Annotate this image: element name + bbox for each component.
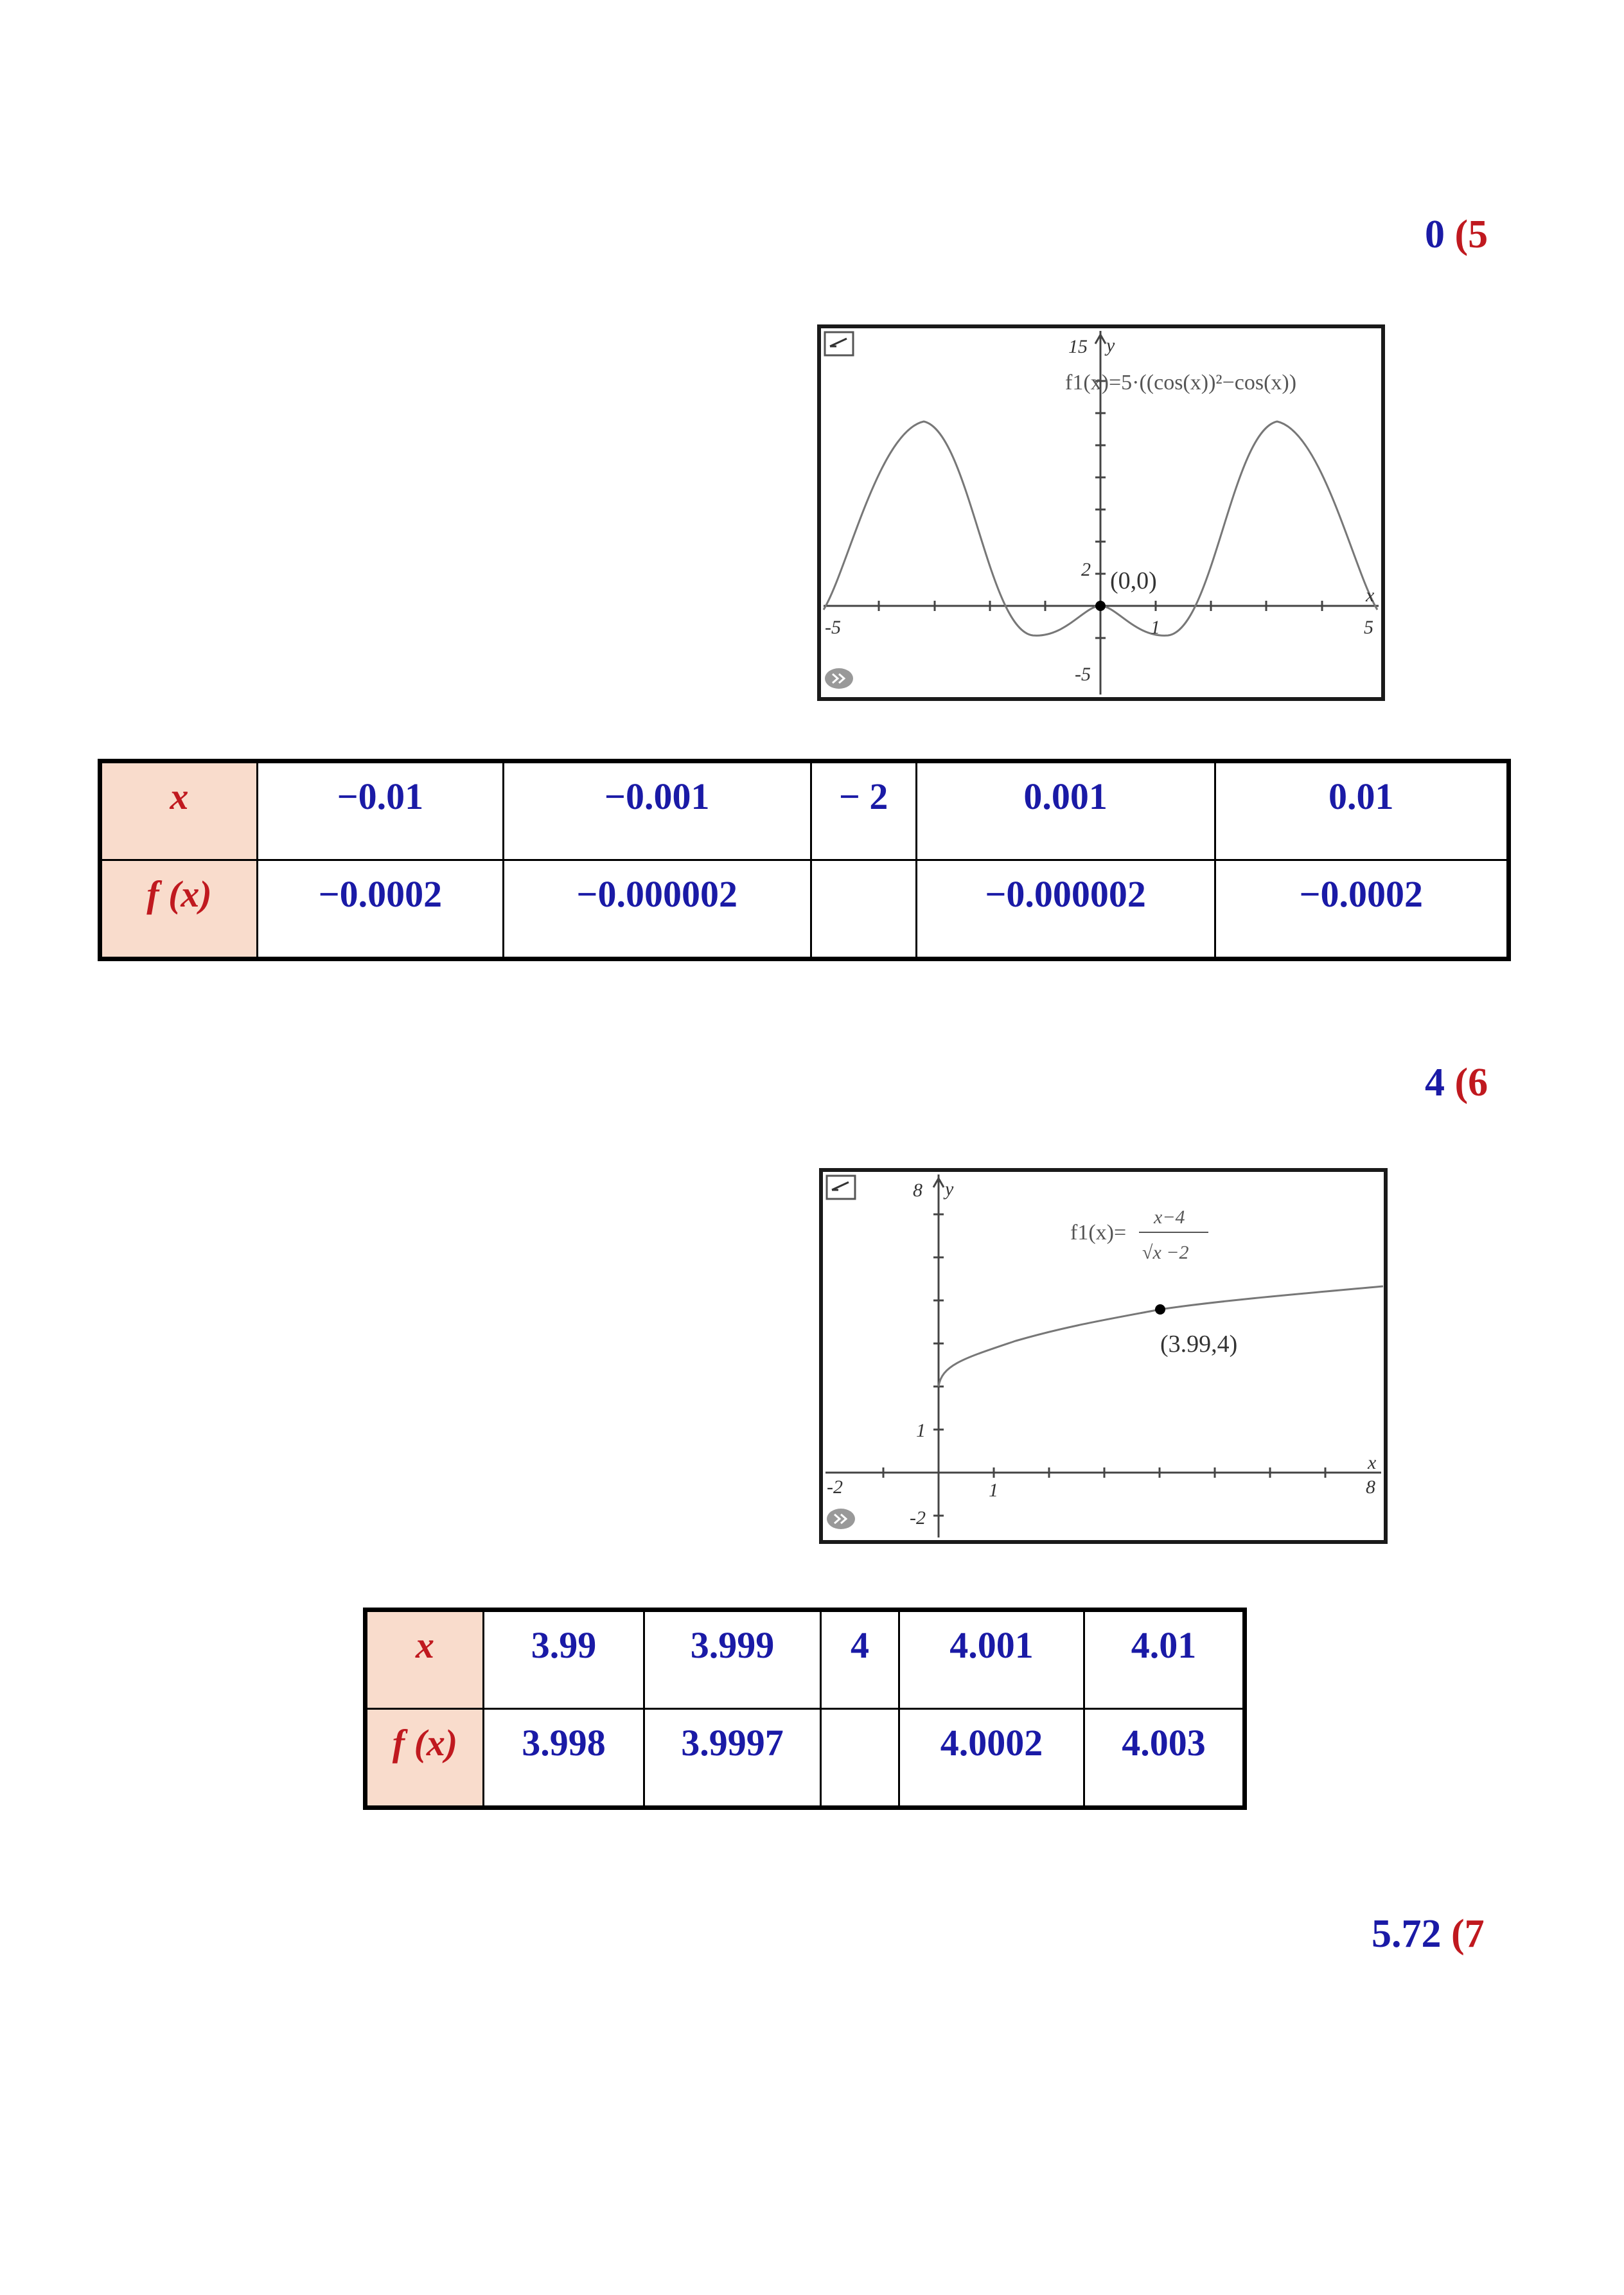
- fx-value: −0.000002: [503, 860, 811, 959]
- y-tick-label: 2: [1081, 559, 1091, 580]
- x-value: 0.01: [1215, 761, 1509, 860]
- y-min-label: -2: [910, 1507, 926, 1529]
- fx-value: [811, 860, 916, 959]
- graph-menu-icon[interactable]: [827, 1176, 855, 1199]
- table-row-x: [100, 761, 1509, 860]
- fx-value: 4.0002: [899, 1709, 1084, 1808]
- play-button-icon[interactable]: [827, 1509, 855, 1529]
- function-label: f1(x)=5·((cos(x))²−cos(x)): [1065, 371, 1297, 394]
- values-table-q6: [363, 1608, 1247, 1810]
- x-value: 4.01: [1084, 1610, 1245, 1709]
- x-value: 3.99: [484, 1610, 644, 1709]
- question-5-heading: [1425, 212, 1488, 258]
- graph-menu-icon[interactable]: [825, 332, 853, 355]
- x-value: −0.01: [257, 761, 503, 860]
- play-button-icon[interactable]: [825, 668, 853, 689]
- row-label-x: x: [100, 761, 258, 860]
- function-label-left: f1(x)=: [1070, 1221, 1127, 1245]
- graph-cosine-function: [817, 324, 1385, 701]
- row-label-fx: f (x): [366, 1709, 484, 1808]
- fx-value: 3.9997: [644, 1709, 821, 1808]
- row-label-fx: f (x): [100, 860, 258, 959]
- graph-sqrt-function: [819, 1168, 1388, 1544]
- function-denominator: √x −2: [1142, 1242, 1189, 1263]
- question-7-answer: 5.72: [1372, 1912, 1442, 1956]
- x-min-label: -5: [825, 617, 841, 638]
- graph-1-canvas: [821, 328, 1381, 697]
- question-7-heading: [1372, 1911, 1485, 1957]
- fx-value: −0.0002: [257, 860, 503, 959]
- point-marker[interactable]: [1155, 1304, 1165, 1315]
- x-value: − 2: [811, 761, 916, 860]
- question-5-number: (5: [1454, 213, 1488, 256]
- table-row-fx: [100, 860, 1509, 959]
- y-min-label: -5: [1075, 664, 1091, 685]
- row-label-x: x: [366, 1610, 484, 1709]
- x-value: 4.001: [899, 1610, 1084, 1709]
- question-6-answer: 4: [1425, 1061, 1445, 1104]
- x-value: 0.001: [916, 761, 1215, 860]
- fx-value: [821, 1709, 899, 1808]
- table-row-fx: [366, 1709, 1245, 1808]
- x-axis-name: x: [1368, 1452, 1377, 1473]
- y-axis-name: y: [945, 1178, 954, 1200]
- x-max-label: 8: [1366, 1476, 1375, 1498]
- x-max-label: 5: [1364, 617, 1373, 638]
- values-table-q5: [98, 759, 1511, 961]
- y-axis-name: y: [1106, 335, 1115, 356]
- fx-value: −0.0002: [1215, 860, 1509, 959]
- question-7-number: (7: [1451, 1912, 1485, 1956]
- point-label: (3.99,4): [1160, 1331, 1238, 1358]
- fx-value: −0.000002: [916, 860, 1215, 959]
- fx-value: 3.998: [484, 1709, 644, 1808]
- function-numerator: x−4: [1154, 1207, 1185, 1228]
- question-6-heading: [1425, 1060, 1488, 1106]
- y-max-label: 15: [1068, 336, 1088, 357]
- x-axis-name: x: [1366, 585, 1375, 606]
- table-row-x: [366, 1610, 1245, 1709]
- x-value: 3.999: [644, 1610, 821, 1709]
- y-tick-label: 1: [916, 1420, 926, 1441]
- x-tick-label: 1: [1151, 617, 1160, 638]
- point-label: (0,0): [1110, 567, 1157, 594]
- question-5-answer: 0: [1425, 213, 1445, 256]
- x-tick-label: 1: [989, 1480, 998, 1501]
- x-value: −0.001: [503, 761, 811, 860]
- y-max-label: 8: [913, 1180, 922, 1201]
- fx-value: 4.003: [1084, 1709, 1245, 1808]
- point-marker[interactable]: [1095, 601, 1106, 611]
- x-value: 4: [821, 1610, 899, 1709]
- graph-2-canvas: [823, 1172, 1384, 1540]
- x-min-label: -2: [827, 1476, 843, 1498]
- question-6-number: (6: [1454, 1061, 1488, 1104]
